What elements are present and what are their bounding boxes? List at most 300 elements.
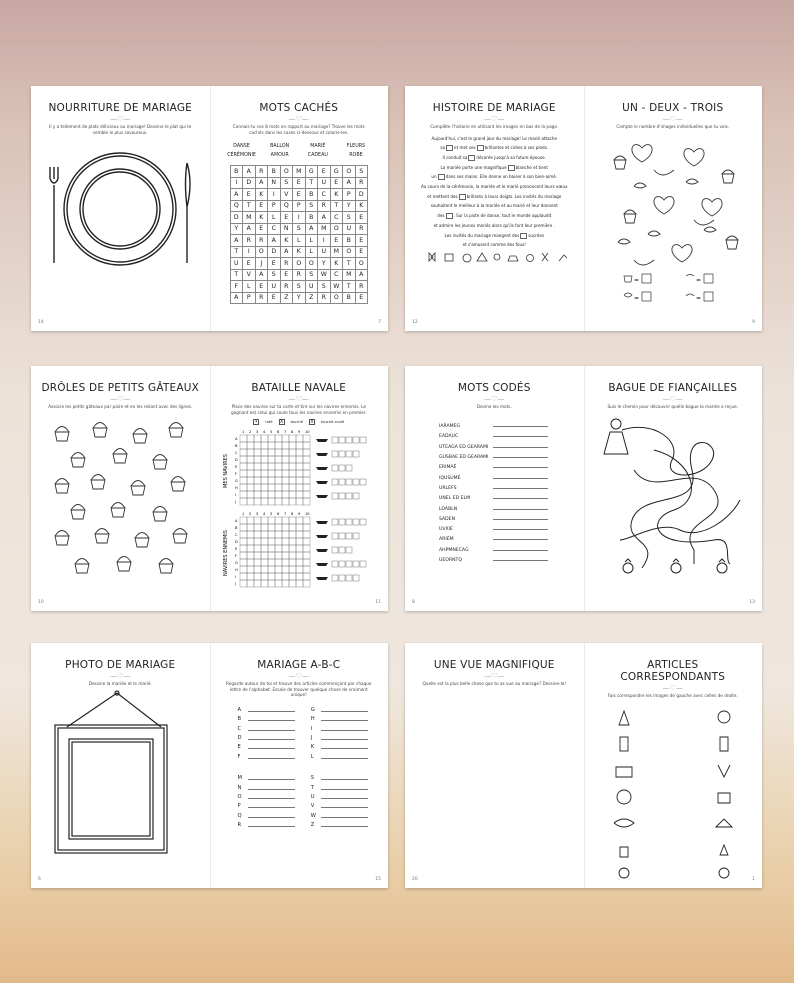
answer-line[interactable] — [321, 798, 368, 799]
board-cell[interactable] — [268, 524, 275, 531]
board-cell[interactable] — [282, 477, 289, 484]
grid-cell[interactable]: T — [343, 281, 356, 293]
grid-cell[interactable]: C — [330, 269, 343, 281]
grid-cell[interactable]: A — [230, 292, 243, 304]
board-cell[interactable] — [240, 517, 247, 524]
board-cell[interactable] — [268, 477, 275, 484]
grid-cell[interactable]: P — [343, 189, 356, 201]
board-cell[interactable] — [247, 435, 254, 442]
grid-cell[interactable]: Y — [293, 292, 306, 304]
board-cell[interactable] — [247, 456, 254, 463]
answer-line[interactable] — [493, 529, 548, 530]
cupcake-icon[interactable] — [131, 480, 145, 495]
board-cell[interactable] — [240, 573, 247, 580]
answer-line[interactable] — [321, 730, 368, 731]
answer-line[interactable] — [321, 739, 368, 740]
cupcake-icon[interactable] — [55, 478, 69, 493]
grid-cell[interactable]: E — [255, 223, 268, 235]
board-cell[interactable] — [240, 463, 247, 470]
board-cell[interactable] — [240, 538, 247, 545]
ship-box[interactable] — [360, 561, 366, 567]
answer-box[interactable] — [468, 155, 475, 161]
board-cell[interactable] — [240, 484, 247, 491]
board-cell[interactable] — [268, 538, 275, 545]
board-cell[interactable] — [303, 463, 310, 470]
board-cell[interactable] — [289, 531, 296, 538]
board-cell[interactable] — [303, 573, 310, 580]
grid-cell[interactable]: A — [230, 235, 243, 247]
ship-box[interactable] — [346, 465, 352, 471]
grid-cell[interactable]: O — [343, 166, 356, 178]
board-cell[interactable] — [275, 517, 282, 524]
board-cell[interactable] — [268, 435, 275, 442]
board-cell[interactable] — [275, 442, 282, 449]
ship-box[interactable] — [332, 575, 338, 581]
board-cell[interactable] — [289, 538, 296, 545]
grid-cell[interactable]: O — [330, 223, 343, 235]
grid-cell[interactable]: Z — [280, 292, 293, 304]
grid-cell[interactable]: O — [255, 246, 268, 258]
grid-cell[interactable]: Q — [280, 200, 293, 212]
grid-cell[interactable]: O — [343, 246, 356, 258]
board-cell[interactable] — [247, 538, 254, 545]
board-cell[interactable] — [289, 524, 296, 531]
grid-cell[interactable]: A — [343, 177, 356, 189]
board-cell[interactable] — [289, 498, 296, 505]
grid-cell[interactable]: E — [280, 212, 293, 224]
board-cell[interactable] — [282, 552, 289, 559]
grid-cell[interactable]: U — [318, 246, 331, 258]
grid-cell[interactable]: R — [355, 177, 368, 189]
answer-line[interactable] — [248, 758, 295, 759]
board-cell[interactable] — [296, 463, 303, 470]
answer-line[interactable] — [248, 720, 295, 721]
board-cell[interactable] — [254, 545, 261, 552]
grid-cell[interactable]: I — [230, 177, 243, 189]
board-cell[interactable] — [247, 477, 254, 484]
grid-cell[interactable]: E — [355, 212, 368, 224]
board-cell[interactable] — [296, 442, 303, 449]
ship-box[interactable] — [339, 575, 345, 581]
answer-line[interactable] — [493, 447, 548, 448]
board-cell[interactable] — [268, 559, 275, 566]
board-cell[interactable] — [275, 552, 282, 559]
grid-cell[interactable]: E — [293, 189, 306, 201]
board-cell[interactable] — [240, 545, 247, 552]
board-cell[interactable] — [261, 524, 268, 531]
answer-line[interactable] — [493, 560, 548, 561]
board-cell[interactable] — [254, 566, 261, 573]
grid-cell[interactable]: A — [355, 269, 368, 281]
ship-box[interactable] — [339, 465, 345, 471]
board-cell[interactable] — [247, 559, 254, 566]
board-cell[interactable] — [254, 449, 261, 456]
grid-cell[interactable]: O — [330, 292, 343, 304]
board-cell[interactable] — [282, 491, 289, 498]
grid-cell[interactable]: W — [330, 281, 343, 293]
board-cell[interactable] — [282, 484, 289, 491]
grid-cell[interactable]: L — [243, 281, 256, 293]
board-cell[interactable] — [268, 580, 275, 587]
answer-line[interactable] — [321, 711, 368, 712]
ship-box[interactable] — [346, 519, 352, 525]
grid-cell[interactable]: A — [268, 235, 281, 247]
board-cell[interactable] — [261, 456, 268, 463]
board-cell[interactable] — [303, 531, 310, 538]
grid-cell[interactable]: S — [268, 269, 281, 281]
board-cell[interactable] — [240, 477, 247, 484]
grid-cell[interactable]: O — [355, 258, 368, 270]
ship-box[interactable] — [353, 437, 359, 443]
cupcake-icon[interactable] — [71, 504, 85, 519]
board-cell[interactable] — [303, 470, 310, 477]
board-cell[interactable] — [261, 573, 268, 580]
board-cell[interactable] — [240, 449, 247, 456]
grid-cell[interactable]: E — [268, 258, 281, 270]
board-cell[interactable] — [296, 552, 303, 559]
grid-cell[interactable]: L — [293, 235, 306, 247]
board-cell[interactable] — [275, 491, 282, 498]
board-cell[interactable] — [289, 580, 296, 587]
board-cell[interactable] — [254, 463, 261, 470]
board-cell[interactable] — [296, 435, 303, 442]
grid-cell[interactable]: D — [243, 177, 256, 189]
answer-line[interactable] — [493, 467, 548, 468]
answer-line[interactable] — [493, 550, 548, 551]
board-cell[interactable] — [275, 498, 282, 505]
grid-cell[interactable]: V — [243, 269, 256, 281]
answer-line[interactable] — [248, 779, 295, 780]
board-cell[interactable] — [282, 435, 289, 442]
grid-cell[interactable]: E — [318, 166, 331, 178]
grid-cell[interactable]: G — [305, 166, 318, 178]
grid-cell[interactable]: S — [280, 177, 293, 189]
grid-cell[interactable]: R — [355, 223, 368, 235]
board-cell[interactable] — [303, 456, 310, 463]
board-cell[interactable] — [261, 517, 268, 524]
ship-box[interactable] — [360, 519, 366, 525]
grid-cell[interactable]: P — [243, 292, 256, 304]
grid-cell[interactable]: A — [305, 223, 318, 235]
board-cell[interactable] — [261, 531, 268, 538]
board-cell[interactable] — [254, 573, 261, 580]
board-cell[interactable] — [303, 484, 310, 491]
board-cell[interactable] — [282, 470, 289, 477]
board-cell[interactable] — [303, 498, 310, 505]
board-cell[interactable] — [282, 573, 289, 580]
ship-box[interactable] — [353, 519, 359, 525]
answer-line[interactable] — [493, 457, 548, 458]
board-cell[interactable] — [254, 538, 261, 545]
board-cell[interactable] — [247, 517, 254, 524]
grid-cell[interactable]: E — [243, 258, 256, 270]
board-cell[interactable] — [247, 566, 254, 573]
board-cell[interactable] — [268, 545, 275, 552]
cupcake-icon[interactable] — [169, 422, 183, 437]
board-cell[interactable] — [240, 559, 247, 566]
answer-box[interactable] — [477, 145, 484, 151]
grid-cell[interactable]: R — [255, 235, 268, 247]
grid-cell[interactable]: C — [268, 223, 281, 235]
grid-cell[interactable]: S — [305, 200, 318, 212]
grid-cell[interactable]: L — [268, 212, 281, 224]
board-cell[interactable] — [268, 566, 275, 573]
board-cell[interactable] — [254, 559, 261, 566]
board-cell[interactable] — [268, 552, 275, 559]
board-cell[interactable] — [303, 552, 310, 559]
board-cell[interactable] — [275, 559, 282, 566]
ship-box[interactable] — [346, 493, 352, 499]
board-cell[interactable] — [289, 517, 296, 524]
ship-box[interactable] — [346, 479, 352, 485]
board-cell[interactable] — [289, 566, 296, 573]
board-cell[interactable] — [303, 477, 310, 484]
board-cell[interactable] — [289, 435, 296, 442]
grid-cell[interactable]: I — [268, 189, 281, 201]
grid-cell[interactable]: B — [343, 292, 356, 304]
board-cell[interactable] — [303, 491, 310, 498]
ship-box[interactable] — [346, 533, 352, 539]
board-cell[interactable] — [303, 524, 310, 531]
cupcake-icon[interactable] — [135, 532, 149, 547]
board-cell[interactable] — [247, 442, 254, 449]
board-cell[interactable] — [303, 442, 310, 449]
grid-cell[interactable]: Y — [343, 200, 356, 212]
grid-cell[interactable]: B — [305, 189, 318, 201]
board-cell[interactable] — [254, 484, 261, 491]
cupcake-icon[interactable] — [55, 426, 69, 441]
board-cell[interactable] — [261, 538, 268, 545]
board-cell[interactable] — [296, 456, 303, 463]
board-cell[interactable] — [261, 545, 268, 552]
cupcake-icon[interactable] — [113, 448, 127, 463]
grid-cell[interactable]: E — [355, 292, 368, 304]
board-cell[interactable] — [282, 580, 289, 587]
cupcake-icon[interactable] — [93, 422, 107, 437]
board-cell[interactable] — [240, 456, 247, 463]
answer-box[interactable] — [459, 194, 466, 200]
grid-cell[interactable]: R — [280, 281, 293, 293]
grid-cell[interactable]: J — [255, 258, 268, 270]
board-cell[interactable] — [268, 517, 275, 524]
board-cell[interactable] — [268, 573, 275, 580]
board-cell[interactable] — [282, 524, 289, 531]
ship-box[interactable] — [332, 533, 338, 539]
ship-box[interactable] — [339, 561, 345, 567]
answer-line[interactable] — [493, 436, 548, 437]
answer-line[interactable] — [493, 426, 548, 427]
grid-cell[interactable]: B — [268, 166, 281, 178]
ship-box[interactable] — [346, 575, 352, 581]
answer-line[interactable] — [248, 748, 295, 749]
grid-cell[interactable]: B — [343, 235, 356, 247]
grid-cell[interactable]: A — [280, 246, 293, 258]
answer-line[interactable] — [493, 478, 548, 479]
board-cell[interactable] — [240, 552, 247, 559]
board-cell[interactable] — [275, 449, 282, 456]
board-cell[interactable] — [275, 484, 282, 491]
answer-line[interactable] — [321, 748, 368, 749]
ship-box[interactable] — [339, 451, 345, 457]
grid-cell[interactable]: K — [330, 258, 343, 270]
board-cell[interactable] — [289, 573, 296, 580]
answer-line[interactable] — [248, 711, 295, 712]
board-cell[interactable] — [282, 566, 289, 573]
grid-cell[interactable]: E — [330, 235, 343, 247]
ship-box[interactable] — [360, 437, 366, 443]
grid-cell[interactable]: M — [243, 212, 256, 224]
grid-cell[interactable]: I — [293, 212, 306, 224]
board-cell[interactable] — [240, 580, 247, 587]
board-cell[interactable] — [247, 491, 254, 498]
board-cell[interactable] — [261, 559, 268, 566]
grid-cell[interactable]: S — [305, 269, 318, 281]
cupcake-icon[interactable] — [173, 528, 187, 543]
ship-box[interactable] — [346, 547, 352, 553]
board-cell[interactable] — [254, 442, 261, 449]
board-cell[interactable] — [296, 477, 303, 484]
grid-cell[interactable]: E — [255, 281, 268, 293]
grid-cell[interactable]: P — [293, 200, 306, 212]
board-cell[interactable] — [296, 531, 303, 538]
board-cell[interactable] — [282, 463, 289, 470]
grid-cell[interactable]: U — [318, 177, 331, 189]
answer-line[interactable] — [321, 807, 368, 808]
board-cell[interactable] — [240, 531, 247, 538]
board-cell[interactable] — [240, 491, 247, 498]
board-cell[interactable] — [240, 498, 247, 505]
board-cell[interactable] — [282, 559, 289, 566]
board-cell[interactable] — [254, 531, 261, 538]
answer-box[interactable] — [508, 165, 515, 171]
grid-cell[interactable]: S — [355, 166, 368, 178]
board-cell[interactable] — [254, 491, 261, 498]
grid-cell[interactable]: A — [243, 223, 256, 235]
answer-line[interactable] — [321, 758, 368, 759]
board-cell[interactable] — [296, 524, 303, 531]
board-cell[interactable] — [289, 470, 296, 477]
board-cell[interactable] — [261, 498, 268, 505]
grid-cell[interactable]: L — [305, 246, 318, 258]
grid-cell[interactable]: R — [243, 235, 256, 247]
grid-cell[interactable]: E — [280, 269, 293, 281]
grid-cell[interactable]: T — [243, 200, 256, 212]
grid-cell[interactable]: E — [255, 200, 268, 212]
grid-cell[interactable]: B — [230, 166, 243, 178]
board-cell[interactable] — [254, 552, 261, 559]
grid-cell[interactable]: K — [330, 189, 343, 201]
board-cell[interactable] — [275, 524, 282, 531]
board-cell[interactable] — [247, 552, 254, 559]
grid-cell[interactable]: A — [255, 177, 268, 189]
board-cell[interactable] — [289, 491, 296, 498]
grid-cell[interactable]: B — [305, 212, 318, 224]
grid-cell[interactable]: E — [355, 235, 368, 247]
grid-cell[interactable]: V — [280, 189, 293, 201]
board-cell[interactable] — [282, 498, 289, 505]
grid-cell[interactable]: C — [330, 212, 343, 224]
grid-cell[interactable]: R — [255, 292, 268, 304]
board-cell[interactable] — [296, 491, 303, 498]
grid-cell[interactable]: K — [255, 189, 268, 201]
grid-cell[interactable]: T — [230, 246, 243, 258]
cupcake-icon[interactable] — [95, 528, 109, 543]
grid-cell[interactable]: T — [343, 258, 356, 270]
answer-line[interactable] — [493, 498, 548, 499]
board-cell[interactable] — [261, 566, 268, 573]
board-cell[interactable] — [254, 456, 261, 463]
answer-line[interactable] — [493, 509, 548, 510]
board-cell[interactable] — [275, 538, 282, 545]
grid-cell[interactable]: E — [293, 177, 306, 189]
ship-box[interactable] — [332, 437, 338, 443]
grid-cell[interactable]: U — [268, 281, 281, 293]
board-cell[interactable] — [240, 435, 247, 442]
ship-box[interactable] — [353, 451, 359, 457]
grid-cell[interactable]: Z — [305, 292, 318, 304]
board-cell[interactable] — [289, 463, 296, 470]
grid-cell[interactable]: O — [305, 258, 318, 270]
grid-cell[interactable]: E — [355, 246, 368, 258]
board-cell[interactable] — [296, 449, 303, 456]
grid-cell[interactable]: R — [255, 166, 268, 178]
ship-box[interactable] — [332, 479, 338, 485]
board-cell[interactable] — [275, 435, 282, 442]
grid-cell[interactable]: M — [343, 269, 356, 281]
grid-cell[interactable]: C — [318, 189, 331, 201]
cupcake-icon[interactable] — [133, 428, 147, 443]
cupcake-icon[interactable] — [111, 502, 125, 517]
grid-cell[interactable]: L — [305, 235, 318, 247]
board-cell[interactable] — [247, 580, 254, 587]
grid-cell[interactable]: D — [268, 246, 281, 258]
grid-cell[interactable]: R — [355, 281, 368, 293]
grid-cell[interactable]: E — [268, 292, 281, 304]
ship-box[interactable] — [339, 437, 345, 443]
board-cell[interactable] — [275, 463, 282, 470]
board-cell[interactable] — [296, 484, 303, 491]
board-cell[interactable] — [303, 435, 310, 442]
board-cell[interactable] — [247, 573, 254, 580]
grid-cell[interactable]: K — [355, 200, 368, 212]
board-cell[interactable] — [289, 442, 296, 449]
ship-box[interactable] — [332, 519, 338, 525]
board-cell[interactable] — [289, 477, 296, 484]
ship-box[interactable] — [339, 533, 345, 539]
ship-box[interactable] — [339, 519, 345, 525]
board-cell[interactable] — [254, 580, 261, 587]
board-cell[interactable] — [254, 517, 261, 524]
answer-line[interactable] — [321, 817, 368, 818]
board-cell[interactable] — [289, 449, 296, 456]
ship-box[interactable] — [346, 451, 352, 457]
answer-line[interactable] — [248, 789, 295, 790]
grid-cell[interactable]: S — [293, 223, 306, 235]
grid-cell[interactable]: K — [280, 235, 293, 247]
grid-cell[interactable]: Y — [230, 223, 243, 235]
ship-box[interactable] — [360, 479, 366, 485]
grid-cell[interactable]: D — [230, 212, 243, 224]
board-cell[interactable] — [282, 538, 289, 545]
answer-box[interactable] — [438, 174, 445, 180]
board-cell[interactable] — [247, 463, 254, 470]
board-cell[interactable] — [303, 566, 310, 573]
grid-cell[interactable]: O — [280, 166, 293, 178]
grid-cell[interactable]: U — [305, 281, 318, 293]
grid-cell[interactable]: U — [230, 258, 243, 270]
board-cell[interactable] — [240, 566, 247, 573]
answer-line[interactable] — [493, 519, 548, 520]
